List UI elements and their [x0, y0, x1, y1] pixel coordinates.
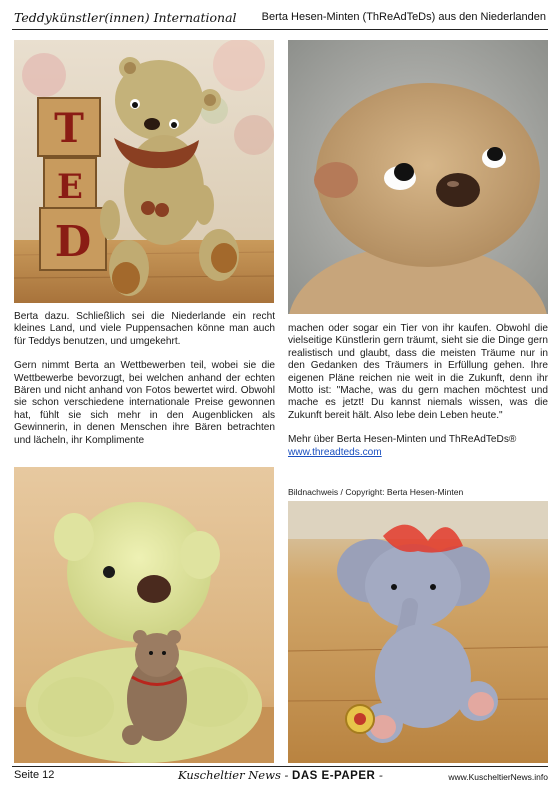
left-paragraph-2: Gern nimmt Berta an Wettbewerben teil, wobei sie die Wettbewerbe bevorzugt, bei welchen anhand der echten Bären und nicht anhand von Fotos bewertet wird. Obwohl sie schon verschiedene internationale Preise gewonnen hat, fühlt sie sich mehr in den Augenblicken als Gewinnerin, in denen Menschen ihre Bären betrachten und lächeln, ihr Komplimente	[14, 360, 275, 446]
block-letter-d: D	[54, 217, 92, 266]
footer-website[interactable]: www.KuscheltierNews.info	[448, 772, 548, 782]
website-link[interactable]: www.threadteds.com	[288, 446, 382, 458]
footer-mag-title: Kuscheltier News -	[178, 768, 293, 782]
block-letter-e: E	[57, 167, 83, 207]
block-letter-t: T	[54, 105, 84, 152]
right-paragraph-1: machen oder sogar ein Tier von ihr kaufen. Obwohl die vielseitige Künstlerin gern träumt, sieht sie die Dinge gern realistisch und glaubt, dass die meisten Träume nur in den Gedanken des Träumers in Erfüllung gehen. Ihre eigenen Pläne reichen nie weit in die Zukunft, denn ihr Motto ist: "Mache, was du gern machen möchtest und mache es jetzt! Du kannst niemals wissen, was die Zukunft bereit hält. Also lebe dein Leben heute."	[288, 323, 548, 421]
left-paragraph-1: Berta dazu. Schließlich sei die Niederlande ein recht kleines Land, und viele Puppensachen könne man auch für Teddys benutzen, und umgekehrt.	[14, 311, 275, 347]
more-info-line	[288, 434, 548, 459]
more-info-text: Mehr über Berta Hesen-Minten und ThReAdTeDs®	[288, 434, 517, 446]
photo-yellow-bear-with-small-bear	[14, 467, 274, 763]
photo-credit: Bildnachweis / Copyright: Berta Hesen-Minten	[288, 487, 464, 497]
right-column-text	[288, 323, 548, 459]
footer-magazine-name	[178, 768, 383, 782]
footer-mag-epaper: DAS E-PAPER	[292, 770, 376, 782]
header-rule	[12, 29, 548, 30]
footer-rule	[12, 766, 548, 767]
photo-crochet-bear-ted-blocks	[14, 40, 274, 303]
header-article-title: Berta Hesen-Minten (ThReAdTeDs) aus den Niederlanden	[261, 11, 546, 23]
footer-mag-end: -	[375, 768, 383, 782]
photo-blue-elephant	[288, 501, 548, 763]
footer-page-number: Seite 12	[14, 769, 55, 781]
photo-bear-face-closeup	[288, 40, 548, 314]
header-magazine-section: Teddykünstler(innen) International	[14, 10, 237, 25]
left-column-text	[14, 311, 275, 459]
